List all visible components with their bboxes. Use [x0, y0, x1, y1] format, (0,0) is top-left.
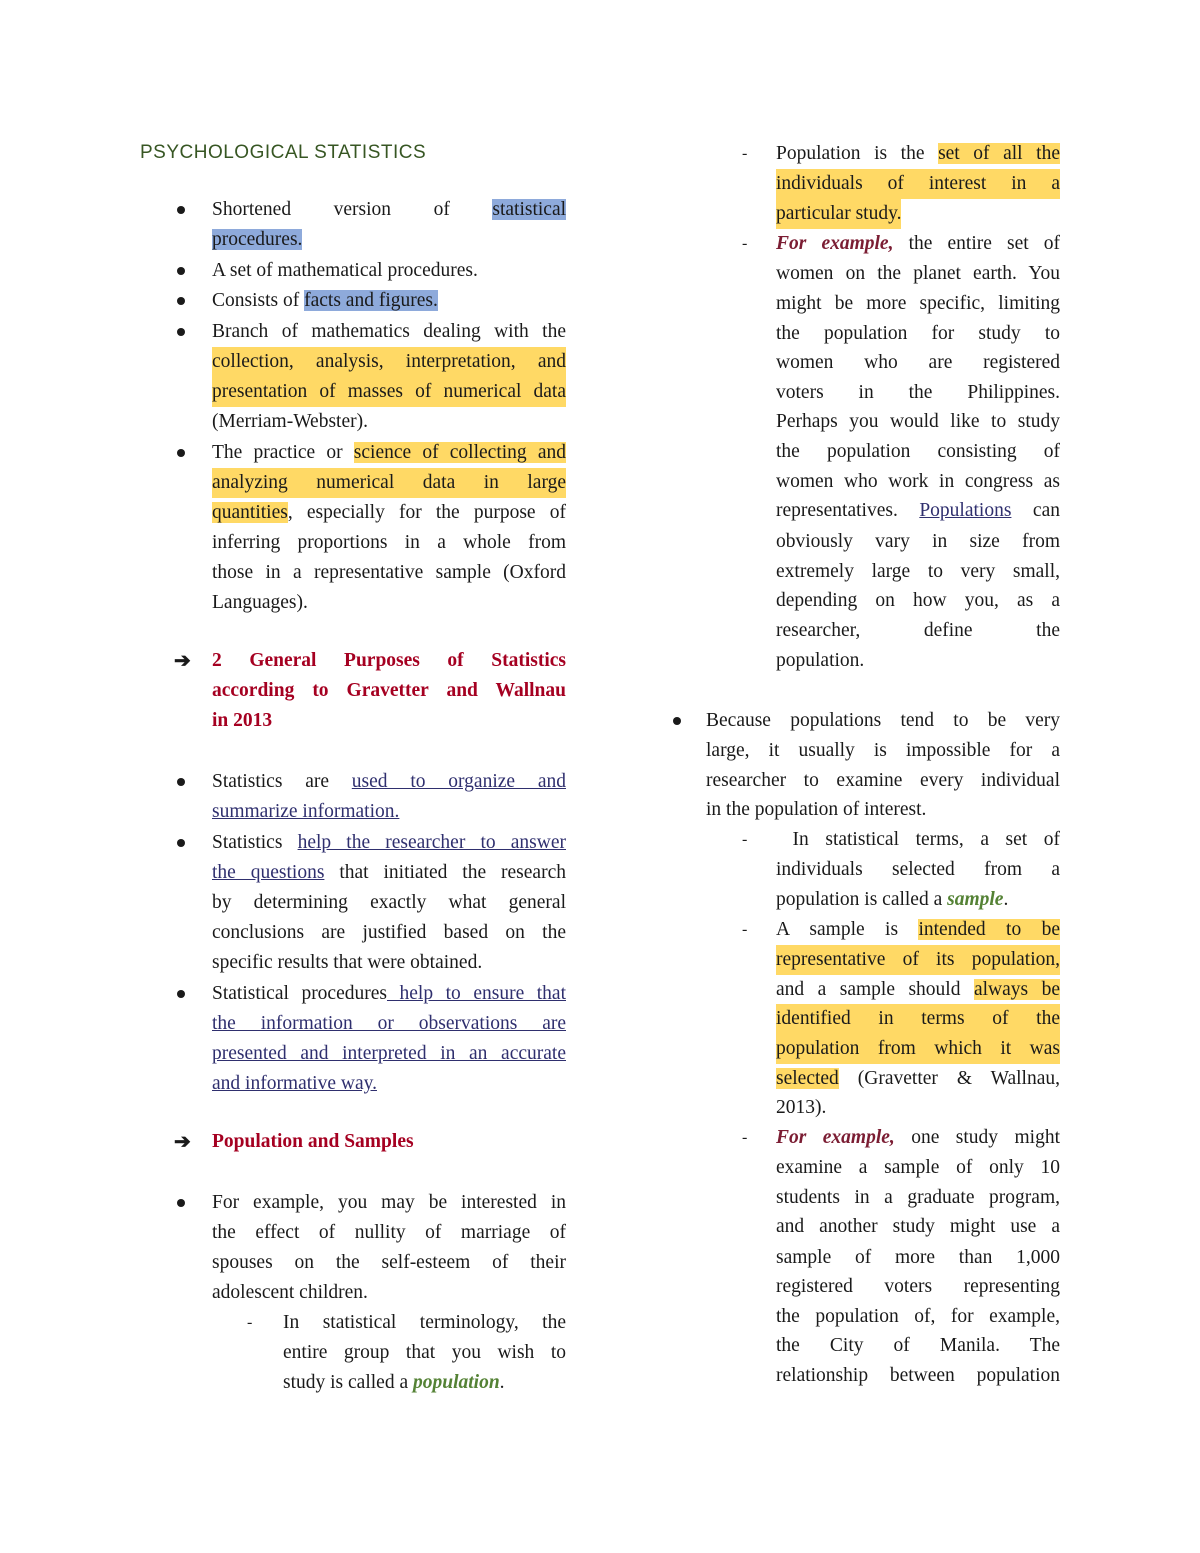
- dash-marker: -: [742, 145, 748, 162]
- bullet-line: For example, you may be interested in: [212, 1192, 566, 1213]
- bullet-icon: [177, 990, 185, 998]
- section-heading: according to Gravetter and Wallnau: [212, 680, 566, 701]
- dash-line: entire group that you wish to: [283, 1342, 566, 1363]
- dash-marker: -: [742, 831, 748, 848]
- bullet-line: researcher to examine every individual: [706, 770, 1060, 791]
- dash-line: For example, the entire set of: [776, 233, 1060, 254]
- highlighted-text: analyzing numerical data in large: [212, 468, 566, 498]
- section-heading: 2 General Purposes of Statistics: [212, 650, 566, 671]
- bullet-line: Because populations tend to be very: [706, 710, 1060, 731]
- document-title: PSYCHOLOGICAL STATISTICS: [140, 142, 427, 163]
- highlighted-text: representative of its population,: [776, 945, 1060, 975]
- dash-line: registered voters representing: [776, 1276, 1060, 1297]
- bullet-line: Statistics help the researcher to answer: [212, 832, 566, 853]
- bullet-icon: [177, 778, 185, 786]
- dash-line: population.: [776, 650, 865, 671]
- bullet-icon: [177, 206, 185, 214]
- dash-marker: -: [247, 1314, 253, 1331]
- underlined-text: presented and interpreted in an accurate: [212, 1043, 566, 1064]
- highlighted-text: identified in terms of the: [776, 1004, 1060, 1034]
- bullet-icon: [177, 1199, 185, 1207]
- bullet-line: in the population of interest.: [706, 799, 927, 820]
- dash-line: representatives. Populations can: [776, 500, 1060, 521]
- bullet-line: adolescent children.: [212, 1282, 368, 1303]
- bullet-line: specific results that were obtained.: [212, 952, 483, 973]
- dash-line: Population is the set of all the: [776, 143, 1060, 164]
- dash-marker: -: [742, 1129, 748, 1146]
- dash-line: the population consisting of: [776, 441, 1060, 462]
- dash-line: Perhaps you would like to study: [776, 411, 1060, 432]
- dash-line: and another study might use a: [776, 1216, 1060, 1237]
- dash-line: For example, one study might: [776, 1127, 1060, 1148]
- bullet-line: those in a representative sample (Oxford: [212, 562, 566, 583]
- dash-line: women on the planet earth. You: [776, 263, 1060, 284]
- highlighted-text: collection, analysis, interpretation, and: [212, 347, 566, 377]
- dash-line: study is called a population.: [283, 1372, 505, 1393]
- bullet-icon: [177, 328, 185, 336]
- dash-line: students in a graduate program,: [776, 1187, 1060, 1208]
- dash-line: examine a sample of only 10: [776, 1157, 1060, 1178]
- dash-line: the population of, for example,: [776, 1306, 1060, 1327]
- dash-line: population is called a sample.: [776, 889, 1009, 910]
- bullet-line: inferring proportions in a whole from: [212, 532, 566, 553]
- dash-line: voters in the Philippines.: [776, 382, 1060, 403]
- bullet-line: the questions that initiated the research: [212, 862, 566, 883]
- dash-line: sample of more than 1,000: [776, 1247, 1060, 1268]
- dash-line: selected (Gravetter & Wallnau,: [776, 1068, 1060, 1089]
- bullet-line: by determining exactly what general: [212, 892, 566, 913]
- section-heading: in 2013: [212, 710, 273, 731]
- bullet-line: Statistics are used to organize and: [212, 771, 566, 792]
- bullet-line: The practice or science of collecting and: [212, 442, 566, 463]
- dash-line: might be more specific, limiting: [776, 293, 1060, 314]
- dash-line: and a sample should always be: [776, 979, 1060, 1000]
- bullet-line: Branch of mathematics dealing with the: [212, 321, 566, 342]
- bullet-icon: [177, 297, 185, 305]
- bullet-icon: [177, 267, 185, 275]
- arrow-right-icon: ➔: [174, 650, 191, 672]
- dash-line: extremely large to very small,: [776, 561, 1060, 582]
- dash-line: women who are registered: [776, 352, 1060, 373]
- bullet-line: the effect of nullity of marriage of: [212, 1222, 566, 1243]
- dash-line: In statistical terms, a set of: [776, 829, 1060, 850]
- bullet-icon: [177, 839, 185, 847]
- bullet-line: (Merriam-Webster).: [212, 411, 368, 432]
- underlined-text: summarize information.: [212, 801, 400, 822]
- bullet-line: quantities, especially for the purpose of: [212, 502, 566, 523]
- dash-line: individuals selected from a: [776, 859, 1060, 880]
- bullet-line: spouses on the self-esteem of their: [212, 1252, 566, 1273]
- bullet-line: A set of mathematical procedures.: [212, 260, 478, 281]
- bullet-icon: [177, 449, 185, 457]
- bullet-line: Shortened version of statistical: [212, 199, 567, 220]
- underlined-text: the information or observations are: [212, 1013, 566, 1034]
- underlined-text: and informative way.: [212, 1073, 377, 1094]
- dash-line: depending on how you, as a: [776, 590, 1060, 611]
- highlighted-text: presentation of masses of numerical data: [212, 377, 566, 407]
- dash-marker: -: [742, 921, 748, 938]
- dash-line: relationship between population: [776, 1365, 1060, 1386]
- dash-line: 2013).: [776, 1097, 827, 1118]
- section-heading: Population and Samples: [212, 1131, 414, 1152]
- highlighted-text: population from which it was: [776, 1034, 1060, 1064]
- dash-line: the City of Manila. The: [776, 1335, 1060, 1356]
- bullet-line: large, it usually is impossible for a: [706, 740, 1060, 761]
- dash-line: researcher, define the: [776, 620, 1060, 641]
- dash-line: the population for study to: [776, 323, 1060, 344]
- dash-marker: -: [742, 235, 748, 252]
- bullet-line: Consists of facts and figures.: [212, 290, 438, 311]
- arrow-right-icon: ➔: [174, 1131, 191, 1153]
- dash-line: In statistical terminology, the: [283, 1312, 566, 1333]
- bullet-line: conclusions are justified based on the: [212, 922, 566, 943]
- bullet-icon: [673, 717, 681, 725]
- bullet-line: Statistical procedures help to ensure that: [212, 983, 566, 1004]
- highlighted-text: individuals of interest in a: [776, 169, 1060, 199]
- dash-line: A sample is intended to be: [776, 919, 1060, 940]
- bullet-line: Languages).: [212, 592, 308, 613]
- dash-line: women who work in congress as: [776, 471, 1060, 492]
- dash-line: obviously vary in size from: [776, 531, 1060, 552]
- bullet-line: procedures.: [212, 229, 303, 250]
- highlighted-text: particular study.: [776, 199, 901, 229]
